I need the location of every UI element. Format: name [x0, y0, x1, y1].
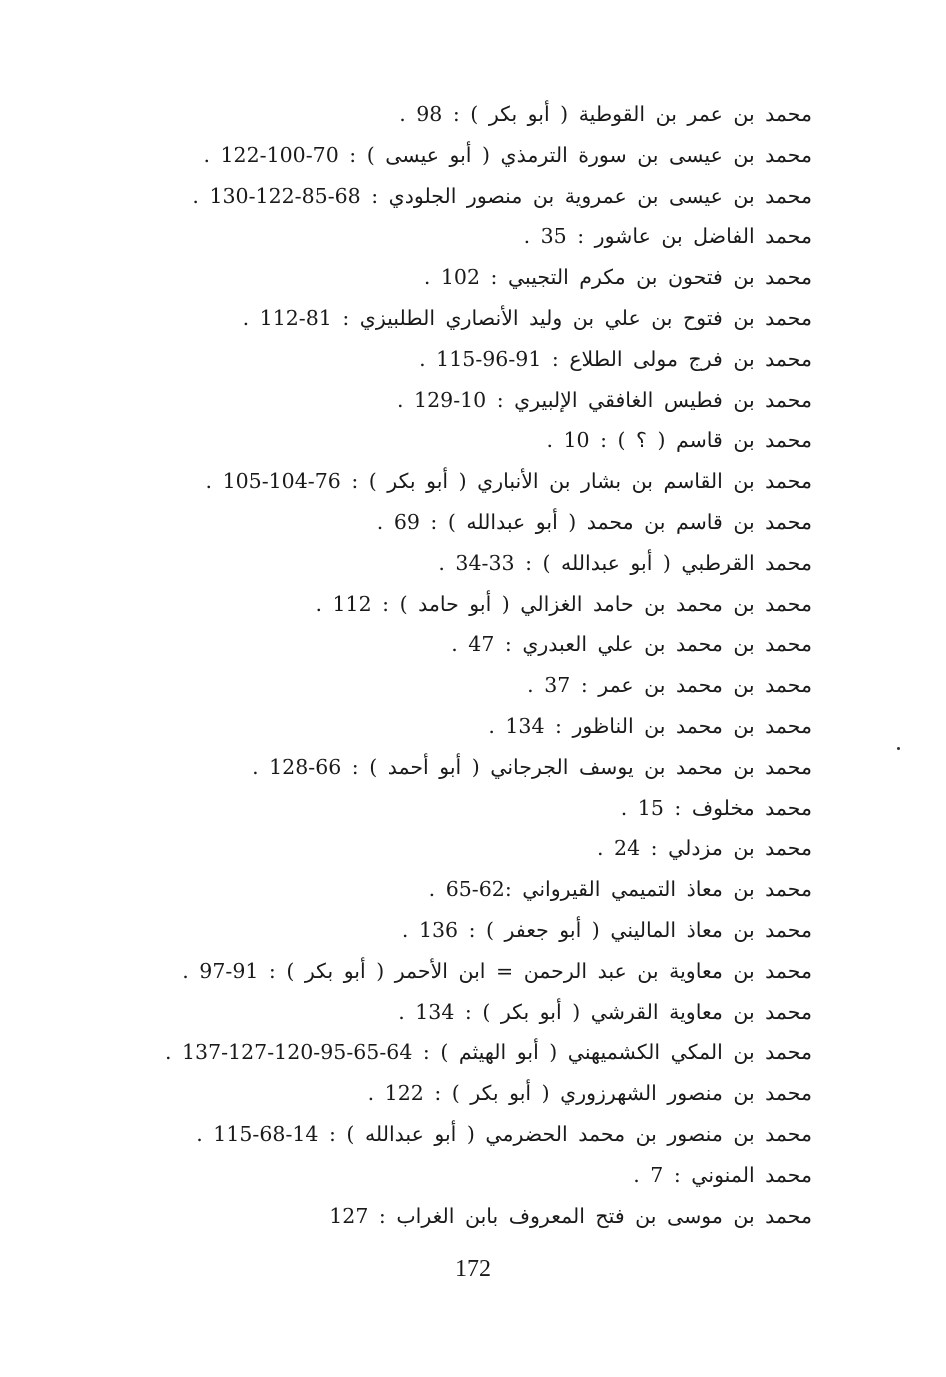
index-entries-list: [150, 94, 812, 1236]
index-entry: محمد بن قاسم بن محمد ( أبو عبدالله ) : 69 .: [376, 509, 812, 534]
print-speck: [897, 747, 900, 750]
index-entry: محمد القرطبي ( أبو عبدالله ) : 33-34 .: [438, 550, 812, 575]
index-entry: محمد بن معاوية القرشي ( أبو بكر ) : 134 .: [398, 999, 812, 1024]
page-number: 172: [455, 1256, 491, 1282]
index-entry: محمد بن منصور بن محمد الحضرمي ( أبو عبدالله ) : 14-68-115 .: [196, 1121, 812, 1146]
index-entry: محمد بن معاوية بن عبد الرحمن = ابن الأحمر ( أبو بكر ) : 91-97 .: [182, 958, 812, 983]
index-entry: محمد الفاضل بن عاشور : 35 .: [523, 224, 812, 249]
index-entry: محمد بن محمد بن علي العبدري : 47 .: [451, 632, 812, 657]
index-entry: محمد بن مزدلي : 24 .: [596, 836, 812, 861]
index-entry: محمد بن معاذ الماليني ( أبو جعفر ) : 136 .: [401, 917, 812, 942]
index-entry: محمد بن عيسى بن سورة الترمذي ( أبو عيسى ) : 70-100-122 .: [203, 142, 812, 167]
index-entry: محمد المنوني : 7 .: [633, 1162, 812, 1187]
index-entry: محمد بن فتحون بن مكرم التجيبي : 102 .: [423, 265, 812, 290]
index-entry: محمد بن معاذ التميمي القيرواني :62-65 .: [428, 877, 812, 902]
index-entry: محمد بن عيسى بن عمروية بن منصور الجلودي : 68-85-122-130 .: [192, 183, 812, 208]
index-entry: محمد مخلوف : 15 .: [620, 795, 812, 820]
index-entry: محمد بن محمد بن يوسف الجرجاني ( أبو أحمد ) : 66-128 .: [252, 754, 812, 779]
index-entry: محمد بن موسى بن فتح المعروف بابن الغراب : 127: [329, 1203, 812, 1228]
index-entry: محمد بن عمر بن القوطية ( أبو بكر ) : 98 .: [399, 102, 812, 126]
index-entry: محمد بن فتوح بن علي بن وليد الأنصاري الطلبيزي : 81-112 .: [242, 305, 812, 330]
index-entry: محمد بن محمد بن حامد الغزالي ( أبو حامد ) : 112 .: [315, 591, 812, 616]
index-entry: محمد بن فطيس الغافقي الإلبيري : 10-129 .: [397, 387, 812, 412]
index-entry: محمد بن فرج مولى الطلاع : 91-96-115 .: [419, 346, 812, 371]
index-entry: محمد بن المكي الكشميهني ( أبو الهيثم ) : 64-65-95-120-127-137 .: [164, 1040, 812, 1065]
index-entry: محمد بن منصور الشهرزوري ( أبو بكر ) : 122 .: [367, 1081, 812, 1106]
index-entry: محمد بن محمد بن الناظور : 134 .: [488, 713, 812, 738]
index-entry: محمد بن محمد بن عمر : 37 .: [527, 673, 812, 698]
index-entry: محمد بن قاسم ( ؟ ) : 10 .: [546, 428, 812, 453]
index-entry: محمد بن القاسم بن بشار بن الأنباري ( أبو بكر ) : 76-104-105 .: [205, 469, 812, 494]
